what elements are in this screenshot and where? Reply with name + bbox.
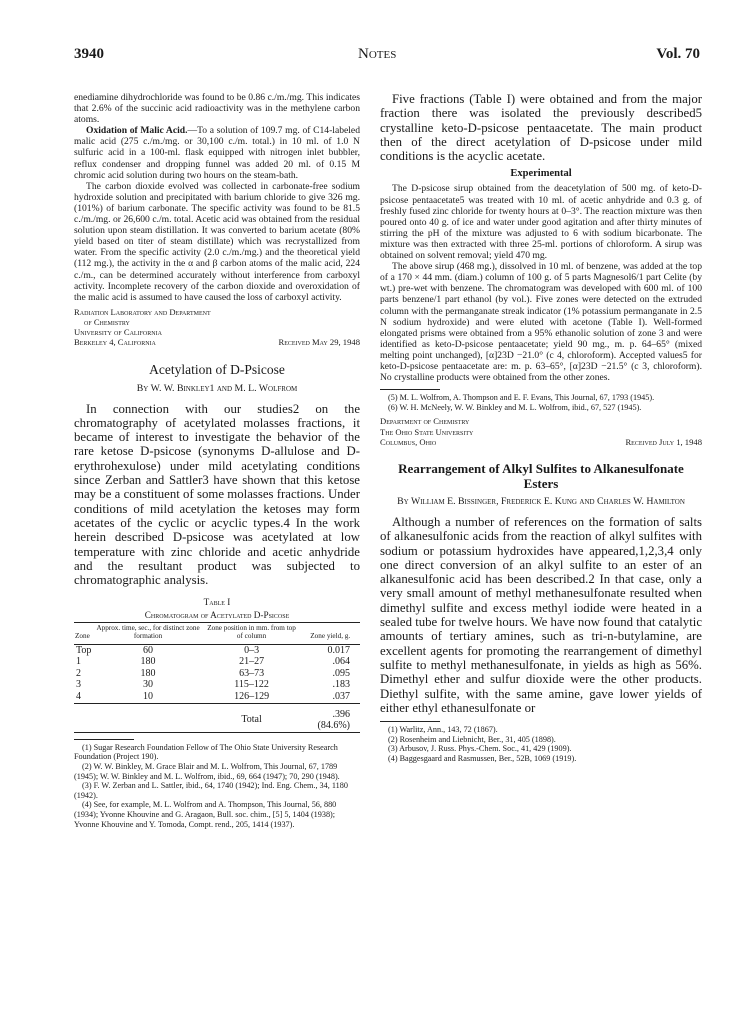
table-row: 1 180 21–27 .064 — [76, 656, 350, 668]
footnote: (1) Warlitz, Ann., 143, 72 (1867). — [388, 725, 498, 735]
footnote: (2) W. W. Binkley, M. Grace Blair and M. L. Wolfrom, This Journal, 67, 1789 (1945); W. W. Binkley and M. L. Wolfrom, ibid., 69, 664 (1947); 70, 290 (1948). — [74, 761, 340, 781]
footnotes — [380, 393, 702, 412]
paragraph: Although a number of references on the formation of salts of alkanesulfonic acids from the reaction of alkyl sulfites with sodium or potassium hydroxides have appeared,1,2,3,4 only one direct conversion of an alkyl sulfite to an ester of an alkanesulfonic acid has been described.2 In that case, only a very small amount of methyl methanesulfonate resulted when dimethyl sulfite and excess methyl iodide were heated in a sealed tube for twelve hours. We have now found that catalytic amounts of tertiary amines, such as tri-n-butylamine, are excellent agents for promoting the rearrangement of dimethyl sulfite to methyl methanesulfonate, in yields as high as 56%. Dimethyl ether and sulfur dioxide were the other products. Diethyl sulfite, with the same amine, gave lower yields of either ethyl ethanesulfonate or — [380, 514, 702, 715]
table-row: Top 60 0–3 0.017 — [76, 644, 350, 656]
article-title: Acetylation of D-Psicose — [149, 361, 285, 377]
section-heading: Experimental — [510, 168, 572, 180]
table-header: Zone — [74, 623, 93, 644]
paragraph: The above sirup (468 mg.), dissolved in 10 ml. of benzene, was added at the top of a 170 × 44 mm. (diam.) column of 100 g. of 5 parts Magnesol6/1 part Celite (by wt.) pre-wet with benzene. The chromatogram was developed with 600 ml. of 100 parts benzene/1 part ethanol (by vol.). Five zones were detected on the extruded column with the permanganate streak indicator (1% potassium permanganate in 2.5 N sodium hydroxide) and were eluted with acetone (Table I). Well-formed elongated prisms were obtained from a 95% ethanolic solution of zone 3 and were identified as keto-D-psicose pentaacetate; yield 90 mg., m. p. 64–65° (mixed melting point unchanged), [α]23D −21.0° (c 4, chloroform). Accepted values5 for keto-D-psicose pentaacetate are: m. p. 63–65°, [α]23D −21.5° (c 3, chloroform). No crystalline products were obtained from the other zones. — [380, 261, 702, 384]
paragraph: In connection with our studies2 on the chromatography of acetylated molasses fractions, it became of interest to investigate the behavior of the rare ketose D-psicose (synonyms D-allulose and D-erythrohexulose) under mild acetylating conditions since Zerban and Sattler3 have shown that this ketose may be a constituent of some molasses fractions. Under conditions of mild acetylation the ketoses may form acetates of the cyclic or acyclic types.4 In the work herein described D-psicose was acetylated at low temperature with zinc chloride and acetic anhydride and the resultant product was subjected to chromatographic analysis. — [74, 401, 360, 588]
footnote-rule — [74, 739, 134, 740]
footnote: (6) W. H. McNeely, W. W. Binkley and M. L. Wolfrom, ibid., 67, 527 (1945). — [388, 402, 642, 412]
footnote: (3) Arbusov, J. Russ. Phys.-Chem. Soc., 41, 429 (1909). — [388, 744, 572, 754]
running-head: Notes — [358, 46, 397, 62]
table-total-row: Total .396 (84.6%) — [74, 703, 360, 732]
table-row: 3 30 115–122 .183 — [76, 679, 350, 691]
received-date: Received May 29, 1948 — [278, 337, 360, 348]
footnote-rule — [380, 721, 440, 722]
footnotes — [74, 743, 360, 829]
paragraph: enediamine dihydrochloride was found to be 0.86 c./m./mg. This indicates that 2.6% of the succinic acid radioactivity was in the methylene carbon atoms. — [74, 92, 360, 126]
footnote: (4) See, for example, M. L. Wolfrom and A. Thompson, This Journal, 56, 880 (1934); Yvonne Khouvine and G. Aragaon, Bull. soc. chim., [5] 5, 1404 (1938); Yvonne Khouvine and Y. Tomoda, Compt. rend., 205, 1414 (1937). — [74, 800, 337, 829]
affiliation-block: Department of Chemistry The Ohio State University Columbus, Ohio Received July 1, 1948 — [380, 416, 702, 447]
chromatogram-table — [74, 622, 360, 732]
paragraph: Five fractions (Table I) were obtained and from the major fraction there was isolated the previously described5 crystalline keto-D-psicose pentaacetate. The main product then of the direct acetylation of D-psicose under mild conditions is the acyclic acetate. — [380, 92, 702, 164]
footnotes — [380, 725, 702, 763]
footnote-rule — [380, 389, 440, 390]
received-date: Received July 1, 1948 — [625, 436, 702, 447]
article-authors: By W. W. Binkley1 and M. L. Wolfrom — [136, 382, 298, 394]
footnote: (1) Sugar Research Foundation Fellow of The Ohio State University Research Foundation (Project 190). — [74, 742, 338, 762]
footnote: (5) M. L. Wolfrom, A. Thompson and E. F. Evans, This Journal, 67, 1793 (1945). — [388, 393, 655, 403]
table-header: Zone position in mm. from top of column — [203, 623, 301, 644]
paragraph: The carbon dioxide evolved was collected in carbonate-free sodium hydroxide solution and precipitated with barium chloride to give 326 mg. (101%) of barium carbonate. The specific activity was found to be 81.5 c./m./mg. or 26,600 c./m. total. Acetic acid was obtained from the residual solution upon steam distillation. It was converted to barium acetate (80% yield based on titer of steam distillate) which was recrystallized from water. From the specific activity (2.0 c./m./mg.) and the theoretical yield (112 mg.), the activity in the α and β carbon atoms of the malic acid, 224 c./m., can be determined accurately without interference from carboxyl activity. Incomplete recovery of the carbon dioxide and overoxidation of the malic acid is assumed to have caused the loss of carboxyl activity. — [74, 180, 360, 303]
volume-label: Vol. 70 — [656, 46, 700, 62]
article-authors: By William E. Bissinger, Frederick E. Kung and Charles W. Hamilton — [397, 495, 685, 507]
footnote: (2) Rosenheim and Liebnicht, Ber., 31, 405 (1898). — [388, 734, 556, 744]
table-header: Zone yield, g. — [300, 623, 360, 644]
left-column — [74, 92, 360, 1004]
page-header — [74, 46, 700, 66]
table-caption: Chromatogram of Acetylated D-Psicose — [144, 610, 290, 621]
table-row: 4 10 126–129 .037 — [76, 691, 350, 703]
table-header: Approx. time, sec., for distinct zone formation — [93, 623, 202, 644]
paragraph: The D-psicose sirup obtained from the deacetylation of 500 mg. of keto-D-psicose pentaacetate5 was treated with 10 ml. of acetic anhydride and 0.3 g. of freshly fused zinc chloride for twenty hours at 0–3°. The reaction mixture was then poured onto 40 g. of ice and water under good agitation and after thirty minutes of stirring the pH of the mixture was adjusted to 6 with sodium bicarbonate. The mixture was then extracted with three 25-ml. portions of chloroform. A sirup was obtained on solvent removal; yield 470 mg. — [380, 183, 702, 262]
run-in-heading: Oxidation of Malic Acid. — [86, 125, 188, 137]
table-row: 2 180 63–73 .095 — [76, 667, 350, 679]
page-number: 3940 — [74, 46, 104, 62]
right-column — [380, 92, 702, 1004]
affiliation-block: Radiation Laboratory and Department of Chemistry University of California Berkeley 4, California Received May 29, 1948 — [74, 306, 360, 348]
article-title: Rearrangement of Alkyl Sulfites to Alkanesulfonate Esters — [398, 460, 684, 491]
footnote: (4) Baggesgaard and Rasmussen, Ber., 52B, 1069 (1919). — [388, 753, 577, 763]
table-label: Table I — [203, 597, 231, 608]
paragraph: Oxidation of Malic Acid.—To a solution of 109.7 mg. of C14-labeled malic acid (275 c./m./mg. or 30,100 c./m. total.) in 10 ml. of 1.0 N sulfuric acid in a 100-ml. flask equipped with nitrogen inlet bubbler, reflux condenser and dropping funnel was added 20 ml. of 0.15 M chromic acid solution during two hours on the steam-bath. — [74, 125, 360, 181]
footnote: (3) F. W. Zerban and L. Sattler, ibid., 64, 1740 (1942); Ind. Eng. Chem., 34, 1180 (1942). — [74, 781, 348, 800]
